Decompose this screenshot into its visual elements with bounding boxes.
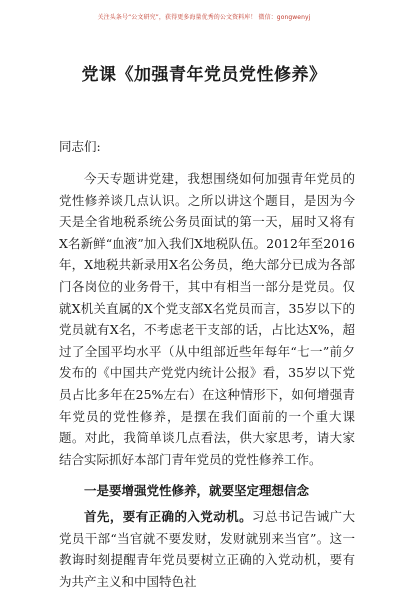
document-title: 党课《加强青年党员党性修养》 xyxy=(81,65,327,85)
lead-rest-text: 习总书记告诫广大党员干部“当官就不要发财，发财就别来当官”。这一教诲时刻提醒青年党员要树立正确的入党动机，要有为共产主义和中国特色社 xyxy=(59,508,355,589)
greeting: 同志们: xyxy=(59,139,101,154)
intro-paragraph: 今天专题讲党建，我想围绕如何加强青年党员的党性修养谈几点认识。之所以讲这个题目，是因为今天是全省地税系统公务员面试的第一天，届时又将有X名新鲜“血液”加入我们X地税队伍。2012年至2016年，X地税共新录用X名公务员，绝大部分已成为各部门各岗位的业务骨干，其中有相当一部分是党员。仅就X机关直属的X个党支部X名党员而言，35岁以下的党员就有X名，不考虑老干支部的话，占比达X%，超过了全国平均水平（从中组部近些年每年“七一”前夕发布的《中国共产党党内统计公报》看，35岁以下党员占比多年在25%左右）在这种情形下，如何增强青年党员的党性修养，是摆在我们面前的一个重大课题。对此，我简单谈几点看法，供大家思考，请大家结合实际抓好本部门青年党员的党性修养工作。 xyxy=(59,171,355,467)
lead-bold-text: 首先，要有正确的入党动机。 xyxy=(84,508,253,524)
section-paragraph xyxy=(59,506,355,592)
document-body xyxy=(59,168,355,592)
promo-notice: 关注头条号“公文研究”，获得更多海量优秀的公文资料库！ 微信：gongwenyj xyxy=(97,14,311,21)
section-heading: 一是要增强党性修养，就要坚定理想信念 xyxy=(84,483,310,499)
